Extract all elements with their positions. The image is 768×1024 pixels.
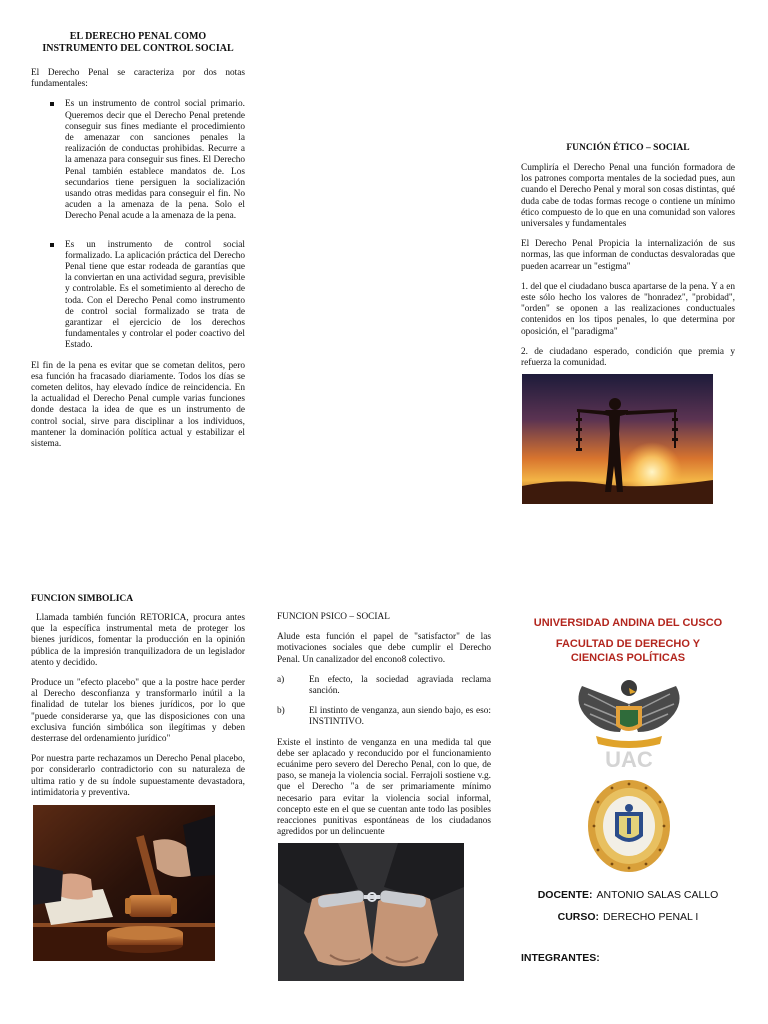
docente-value: ANTONIO SALAS CALLO <box>596 889 719 901</box>
logo-text: UAC <box>605 747 653 770</box>
list-item <box>65 240 245 352</box>
section-heading: FUNCION PSICO – SOCIAL <box>277 612 390 622</box>
panel-etico-social <box>521 142 735 369</box>
bullet-icon <box>50 243 54 247</box>
paragraph: Produce un "efecto placebo" que a la postre hace perder al Derecho desconfianza y transformarlo inútil a la finalidad de tutelar los bienes jurídicos, por lo que "puede considerarse ya, que las disposiciones con una exclusiva función simbólica son ilegítimas y deben desterrase del ordenamiento jurídico" <box>31 678 245 745</box>
paragraph: Cumpliría el Derecho Penal una función formadora de los patrones comporta mentales de la sociedad pues, aun cuando el Derecho Penal y moral son cosas distintas, qué duda cabe de todas formas recoge o contiene un mínimo ético compuesto de lo que en una comunidad son valores universales y fundamentales <box>521 163 735 230</box>
item-label: b) <box>277 706 285 717</box>
intro-paragraph: El Derecho Penal se caracteriza por dos notas fundamentales: <box>31 68 245 90</box>
curso-line <box>521 907 735 925</box>
cover-panel <box>521 616 735 665</box>
curso-label: CURSO: <box>557 911 600 923</box>
item-text: El instinto de venganza, aun siendo bajo, es eso: INSTINTIVO. <box>309 706 491 728</box>
university-name: UNIVERSIDAD ANDINA DEL CUSCO <box>533 617 723 629</box>
faculty-name: FACULTAD DE DERECHO Y CIENCIAS POLÍTICAS <box>555 638 701 664</box>
bullet-text: Es un instrumento de control social primario. Queremos decir que el Derecho Penal pretende conseguir sus fines mediante el procedimiento de amenazar con sanciones penales la realización de conductas prohibidas. Recurre a la amenaza para conseguir sus fines. El Derecho Penal también establece mandatos de. Los secundarios tiene persiguen la socialización usando otras medidas para conseguir el fin. No acuden a la amenaza de la pena. Solo el Derecho Penal acude a la amenaza de la pena. <box>65 99 245 222</box>
docente-label: DOCENTE: <box>537 889 593 901</box>
eagle-icon <box>574 670 684 770</box>
panel-psico-social <box>277 612 491 838</box>
section-heading: FUNCION SIMBOLICA <box>31 594 134 604</box>
paragraph: Alude esta función el papel de "satisfactor" de las motivaciones sociales que debe cumplir el Derecho Penal. Un canalizador del encono8 colectivo. <box>277 632 491 665</box>
bullet-icon <box>50 102 54 106</box>
uac-logo <box>574 670 684 770</box>
seal-icon <box>586 778 672 874</box>
paragraph: 2. de ciudadano esperado, condición que premia y refuerza la comunidad. <box>521 346 735 369</box>
faculty-seal <box>586 778 672 874</box>
item-label: a) <box>277 674 285 685</box>
section-heading: FUNCIÓN ÉTICO – SOCIAL <box>566 143 690 153</box>
paragraph: Llamada también función RETORICA, procura antes que la específica instrumental meta de proteger los bienes jurídicos, fomentar la producción en la opinión pública de la impresión tranquilizadora de un legislador atento y decidido. <box>31 613 245 668</box>
handcuffs-image <box>278 843 464 981</box>
paragraph: 1. del que el ciudadano busca apartarse de la pena. Y a en este sólo hecho los valores de "honradez", "probidad", "orden" se oponen a las realizaciones conductuales contenidos en los tipos penales, lo que determina por oposición, el "paradigma" <box>521 281 735 337</box>
paragraph: Existe el instinto de venganza en una medida tal que debe ser aplacado y reconducido por el funcionamiento ecuánime pero severo del Derecho Penal, con lo que, de paso, se maneja la violencia social. Ferrajoli sostiene v.g. que el Derecho "a de ser primariamente mínimo necesario para evitar la violencia social informal, concepto este en el que se cuentan ante todo las posibles reacciones punitivas espontáneas de los ciudadanos agredidos por un delincuente <box>277 737 491 838</box>
panel-simbolica <box>31 593 245 799</box>
bullet-list <box>65 99 245 351</box>
paragraph: El Derecho Penal Propicia la internalización de sus normas, las que informan de conductas desvaloradas que pueden acarrear un "estigma" <box>521 239 735 272</box>
sunset-chains-image <box>522 374 713 504</box>
gavel-icon <box>33 805 215 961</box>
integrantes-line <box>521 948 735 966</box>
item-text: En efecto, la sociedad agraviada reclama sanción. <box>309 674 491 697</box>
integrantes-label: INTEGRANTES: <box>521 952 600 964</box>
panel-control-social <box>31 31 245 450</box>
list-item <box>277 706 491 728</box>
docente-line <box>521 885 735 903</box>
bullet-text: Es un instrumento de control social formalizado. La aplicación práctica del Derecho Penal tiene que estar rodeada de garantías que la conviertan en una actividad segura, previsible y controlable. Es el sometimiento al derecho de toda. Con el Derecho Penal como instrumento de control social formalizado se trata de garantizar el ejercicio de los derechos fundamentales y controlar el poder coactivo del Estado. <box>65 239 245 351</box>
panel-title: EL DERECHO PENAL COMO INSTRUMENTO DEL CONTROL SOCIAL <box>42 31 234 54</box>
curso-value: DERECHO PENAL I <box>603 911 699 923</box>
list-item <box>65 99 245 222</box>
sunset-silhouette-icon <box>522 374 713 504</box>
list-item <box>277 675 491 697</box>
handcuffs-icon <box>278 843 464 981</box>
gavel-image <box>33 805 215 961</box>
closing-paragraph: El fin de la pena es evitar que se cometan delitos, pero esa función ha fracasado diariamente. Todos los días se cometen delitos, hay elevado índice de reincidencia. En la actualidad el Derecho Penal cumple varias funciones donde destaca la idea de que es un instrumento de control social, sirve para disciplinar a los individuos, mantener la dominación política actual y estabilizar el sistema. <box>31 360 245 450</box>
paragraph: Por nuestra parte rechazamos un Derecho Penal placebo, por considerarlo contradictorio con su naturaleza de ultima ratio y de su índole supuestamente devastadora, intimidatoria y preventiva. <box>31 754 245 798</box>
